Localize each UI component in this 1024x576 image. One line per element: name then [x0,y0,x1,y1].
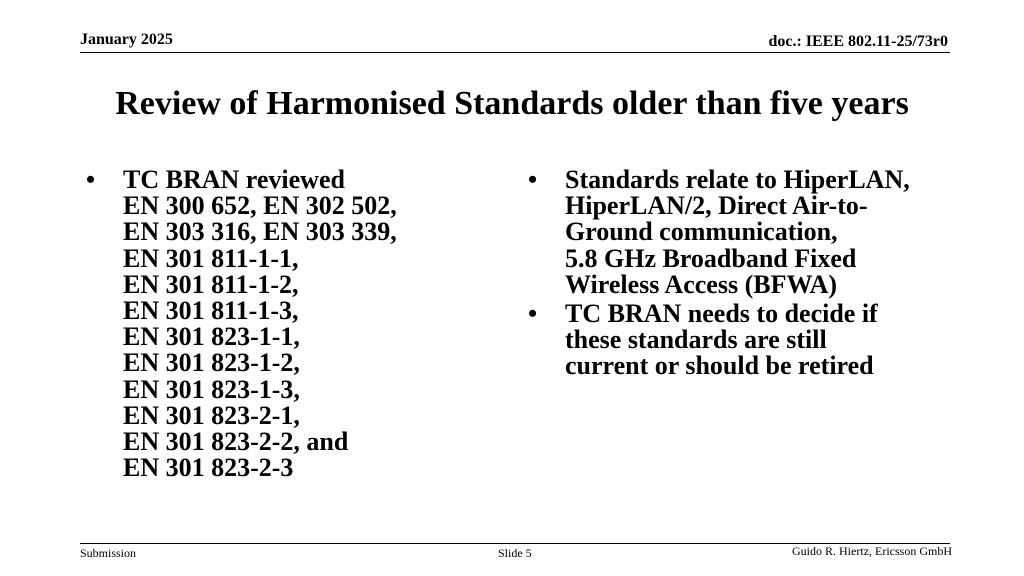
bullet-line: EN 303 316, EN 303 339, [123,217,397,247]
left-bullet-item [86,167,486,481]
footer-author: Guido R. Hiertz, Ericsson GmbH [792,544,952,558]
bullet-line: Wireless Access (BFWA) [565,269,837,299]
bullet-icon: • [86,165,96,194]
bullet-line: EN 301 811-1-1, [123,243,299,273]
bullet-icon: • [528,299,538,329]
header-date: January 2025 [80,31,173,48]
bullet-icon: • [528,165,538,194]
bullet-line: EN 301 811-1-3, [123,296,299,326]
header-doc-id: doc.: IEEE 802.11-25/73r0 [768,33,948,50]
bullet-line: 5.8 GHz Broadband Fixed [565,243,857,273]
bullet-line: these standards are still [565,325,827,355]
bullet-line: Ground communication, [565,217,838,247]
bullet-line: EN 301 823-2-1, [123,400,300,430]
bullet-line: EN 301 823-2-3 [123,453,294,483]
bullet-line: EN 301 823-1-3, [123,374,300,404]
bullet-line: TC BRAN needs to decide if [565,299,878,329]
bullet-line: EN 300 652, EN 302 502, [123,191,397,221]
bullet-line: EN 301 823-1-2, [123,348,300,378]
bullet-line: Standards relate to HiperLAN, [565,165,910,194]
slide-title: Review of Harmonised Standards older than five years [115,85,909,122]
footer-slide-number: Slide 5 [498,546,532,560]
right-bullet-item [528,301,948,380]
footer-submission: Submission [80,546,137,560]
bullet-line: TC BRAN reviewed [123,165,345,194]
left-column [86,167,486,484]
header-divider [80,52,950,53]
right-bullet-item [528,167,948,298]
bullet-line: EN 301 823-2-2, and [123,427,349,457]
bullet-line: HiperLAN/2, Direct Air-to- [565,191,868,221]
left-bullet-list [86,167,486,481]
right-column [528,167,948,383]
bullet-line: EN 301 811-1-2, [123,269,299,299]
bullet-line: current or should be retired [565,351,874,381]
right-bullet-list [528,167,948,380]
bullet-line: EN 301 823-1-1, [123,322,300,352]
